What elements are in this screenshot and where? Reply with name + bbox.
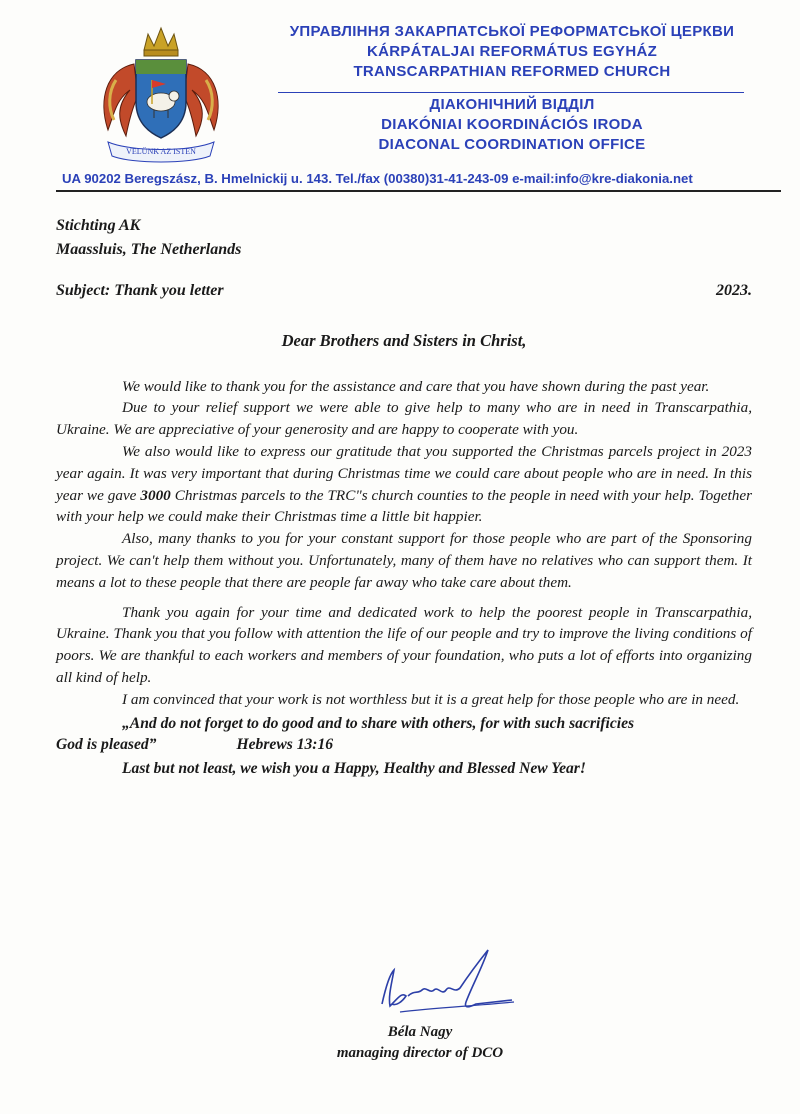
paragraph-5: Thank you again for your time and dedicated work to help the poorest people in Transcarpathia, Ukraine. Thank you that you follow with attention the life of our people and try to improve the living conditions of poors. We are thankful to each workers and members of your foundation, who puts a lot of efforts into organizing all kind of help. (56, 603, 752, 686)
paragraph-2: Due to your relief support we were able to give help to many who are in need in Transcarpathia, Ukraine. We are appreciative of your generosity and are happy to cooperate with you. (56, 399, 752, 439)
bible-quote-line-1: „And do not forget to do good and to share with others, for with such sacrificies (122, 714, 635, 732)
paragraph-3 (56, 441, 752, 528)
contact-divider (56, 190, 781, 192)
paragraph-3-part-2: Christmas parcels to the TRC"s church counties to the people in need with your help. Together with your help we could make their Christmas time a little bit happier. (56, 486, 752, 526)
contact-line: UA 90202 Beregszász, B. Hmelnickij u. 143. Tel./fax (00380)31-41-243-09 e-mail:info@kre-diakonia.net (62, 171, 693, 186)
recipient-location: Maassluis, The Netherlands (56, 241, 242, 258)
church-name-ukrainian: УПРАВЛІННЯ ЗАКАРПАТСЬКОЇ РЕФОРМАТСЬКОЇ ЦЕРКВИ (289, 23, 735, 40)
parcel-count: 3000 (140, 486, 171, 504)
church-name-english: TRANSCARPATHIAN REFORMED CHURCH (353, 63, 671, 80)
signature-image (372, 946, 522, 1018)
closing-wish: Last but not least, we wish you a Happy, Healthy and Blessed New Year! (122, 760, 586, 778)
subject-label: Subject: Thank you letter (56, 282, 224, 299)
letter-year: 2023. (716, 282, 752, 299)
paragraph-1: We would like to thank you for the assistance and care that you have shown during the past year. (122, 377, 710, 395)
header-divider (278, 92, 744, 93)
bible-quote-end: God is pleased” (56, 736, 157, 754)
office-name-hungarian: DIAKÓNIAI KOORDINÁCIÓS IRODA (381, 116, 643, 133)
recipient-name: Stichting AK (56, 217, 141, 234)
svg-text:VELÜNK AZ ISTEN: VELÜNK AZ ISTEN (126, 147, 196, 156)
subject-row (56, 280, 752, 302)
letter-body (56, 214, 752, 780)
signer-title: managing director of DCO (336, 1045, 504, 1061)
bible-quote-line-2 (56, 734, 752, 756)
church-name-block (262, 22, 762, 82)
paragraph-6: I am convinced that your work is not worthless but it is a great help for those people who are in need. (122, 690, 740, 708)
office-name-block (262, 95, 762, 155)
signer-name: Béla Nagy (387, 1024, 453, 1040)
signer-block (290, 1022, 550, 1064)
paragraph-3-part-1: We also would like to express our gratitude that you supported the Christmas parcels project in 2023 year again. It was very important that during Christmas time we could care about people who are in need. In this year we gave (56, 442, 752, 504)
office-name-english: DIACONAL COORDINATION OFFICE (378, 136, 646, 153)
paragraph-4: Also, many thanks to you for your constant support for those people who are part of the Sponsoring project. We can't help them without you. Unfortunately, many of them have no relatives who can support them. It means a lot to these people that there are people far away who take care about them. (56, 530, 752, 591)
bible-reference: Hebrews 13:16 (236, 736, 334, 754)
salutation: Dear Brothers and Sisters in Christ, (281, 330, 527, 350)
church-crest-icon (86, 20, 236, 170)
office-name-ukrainian: ДІАКОНІЧНИЙ ВІДДІЛ (429, 96, 595, 113)
church-name-hungarian: KÁRPÁTALJAI REFORMÁTUS EGYHÁZ (366, 43, 658, 60)
